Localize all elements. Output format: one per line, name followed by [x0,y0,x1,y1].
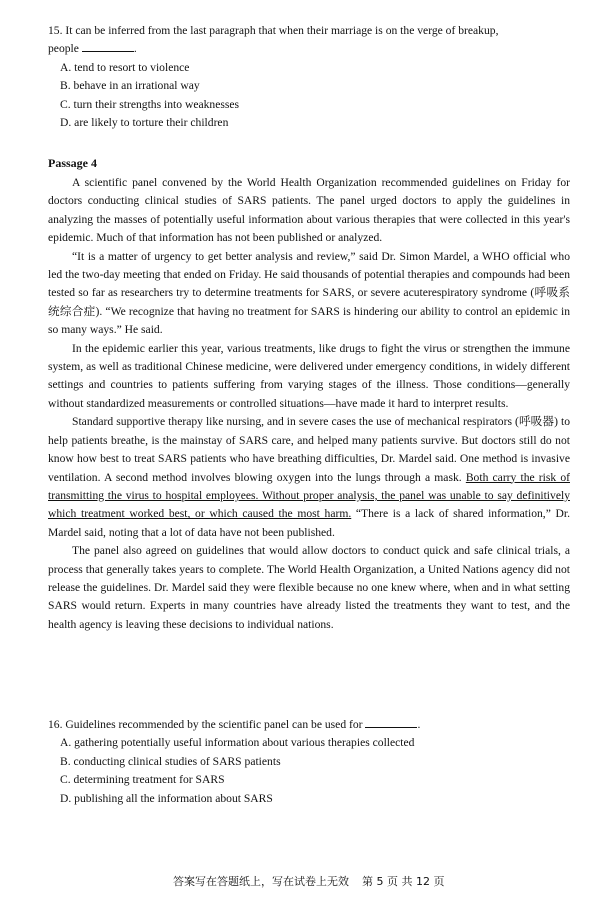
paragraph-3: In the epidemic earlier this year, various treatments, like drugs to fight the virus or strengthen the immune system, as well as traditional Chinese medicine, were delivered under emergency conditions, in widely different settings and countries to patients suffering from varying stages of the illness. Those conditions—generally without standardized measurements or controlled situations—have made it hard to interpret results. [48,341,570,410]
passage-4 [48,174,570,634]
underlined-sentence: Both carry the risk of transmitting the virus to hospital employees. Without proper analysis, the panel was unable to say definitively which treatment worked best, or which caused the most harm. [48,470,570,521]
q16-option-a: A. gathering potentially useful information about various therapies collected [60,736,415,750]
q15-option-a: A. tend to resort to violence [60,60,190,74]
q15-option-c: C. turn their strengths into weaknesses [60,97,240,111]
page-number: 第 5 页 共 12 页 [362,875,445,888]
q16-option-b: B. conducting clinical studies of SARS patients [60,754,281,768]
q15-option-d: D. are likely to torture their children [60,116,229,130]
footer-note: 答案写在答题纸上，写在试卷上无效 [173,875,349,888]
q16-stem: 16. Guidelines recommended by the scientific panel can be used for [48,718,363,731]
paragraph-1: A scientific panel convened by the World Health Organization recommended guidelines on Friday for doctors conducting clinical studies of SARS patients. The panel urged doctors to apply the guidelines in analyzing the masses of potentially useful information about various therapies that were collected in this year's epidemic. Much of that information has not been published or analyzed. [48,176,570,245]
question-16: 16. Guidelines recommended by the scientific panel can be used for . A. gathering potentially useful information about various therapies collected B. conducting clinical studies of SARS patients C. determining treatment for SARS D. publishing all the information about SARS [48,716,570,808]
q15-stem-cont: people [48,42,79,56]
q15-stem: 15. It can be inferred from the last paragraph that when their marriage is on the verge of breakup, [48,24,499,37]
question-15: 15. It can be inferred from the last paragraph that when their marriage is on the verge of breakup, people . A. tend to resort to violence B. behave in an irrational way C. turn their strengths into weaknesses D. are likely to torture their children [48,22,570,132]
answer-blank [82,41,134,52]
paragraph-2: “It is a matter of urgency to get better analysis and review,” said Dr. Simon Mardel, a WHO official who led the two-day meeting that ended on Friday. He said thousands of potential therapies and compounds had been tested so far as researchers try to determine treatments for SARS, or severe acuterespiratory syndrome (呼吸系统综合症). “We recognize that having no treatment for SARS is hindering our ability to control an epidemic in so many ways.” He said. [48,249,570,337]
q16-option-c: C. determining treatment for SARS [60,773,225,787]
paragraph-5: The panel also agreed on guidelines that would allow doctors to conduct quick and safe clinical trials, a process that generally takes years to complete. The World Health Organization, a United Nations agency did not release the guidelines. Dr. Mardel said they were flexible because no one knew where, when and in what setting SARS would return. Experts in many countries have already listed the treatments they want to test, and the health agency is leaving these decisions to individual nations. [48,544,570,631]
paragraph-4: Standard supportive therapy like nursing, and in severe cases the use of mechanical respirators (呼吸器) to help patients breathe, is the mainstay of SARS care, and helped many patients survive. But doctors still do not know how best to treat SARS patients who have breathing difficulties, Dr. Mardel said. One method is invasive ventilation. A second method involves blowing oxygen into the lungs through a mask. Both carry the risk of transmitting the virus to hospital employees. Without proper analysis, the panel was unable to say definitively which treatment worked best, or which caused the most harm. “There is a lack of shared information,” Dr. Mardel said, noting that a lot of data have not been published. [48,415,570,539]
q16-option-d: D. publishing all the information about SARS [60,791,273,805]
q15-option-b: B. behave in an irrational way [60,79,200,93]
passage-title: Passage 4 [48,156,97,170]
answer-blank [365,717,417,728]
